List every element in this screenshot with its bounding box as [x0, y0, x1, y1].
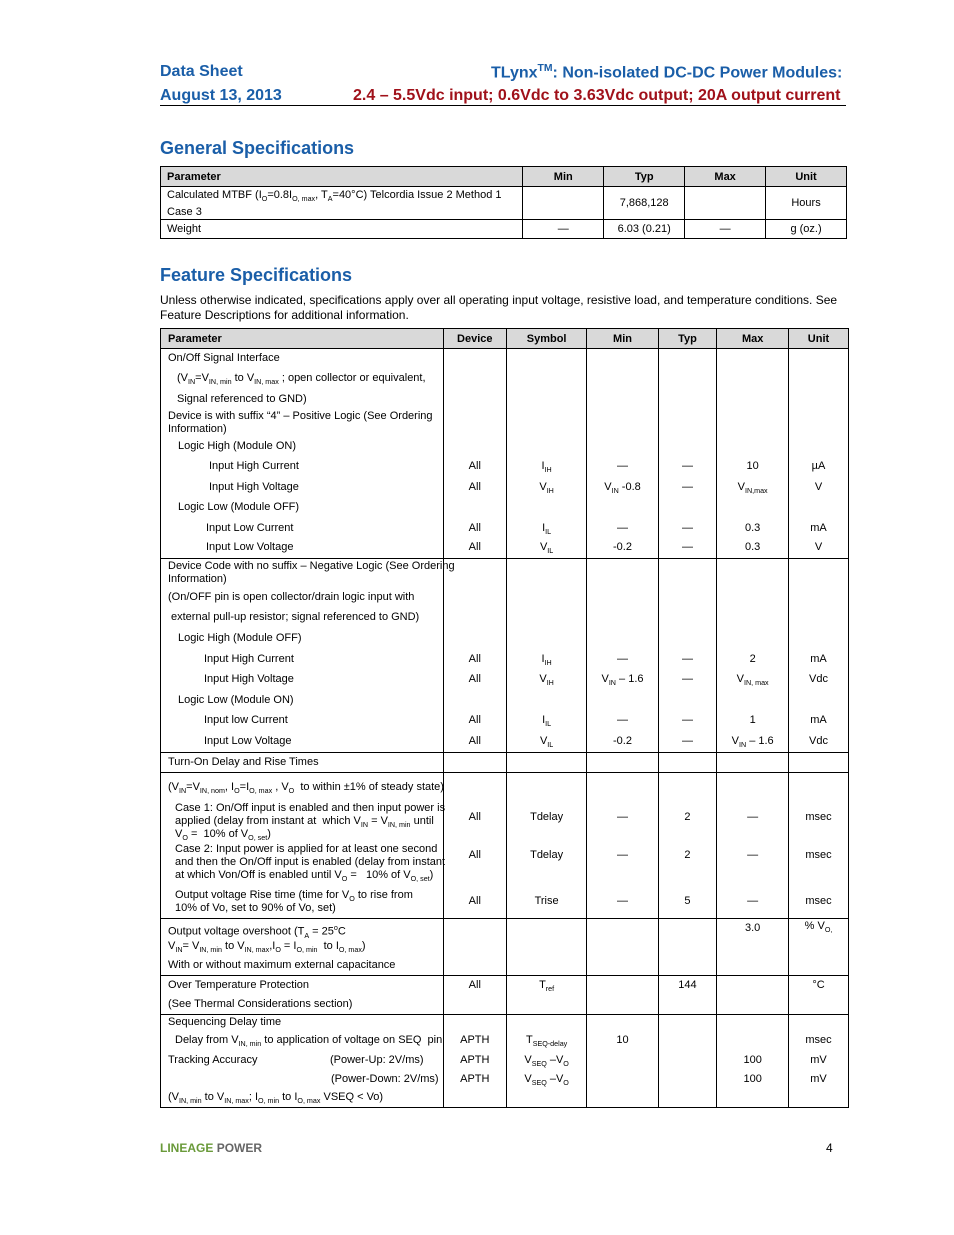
feature-specs-table — [160, 328, 849, 1108]
table-row: Sequencing Delay time Delay from $V_{IN, min}$ to application of voltage on SEQ pin Tracking Accuracy (Power-Up: 2V/ms) (Power-Down: 2V/ms) ($V_{IN, min}$ to $V_{IN, max}$; $I_{O, min}$ to $I_{O, max}$ VSEQ < Vo) APTH APTH APTH $T_{SEQ-delay}$ $V_{SEQ}$ $-V_O$ $V_{SEQ}$ $-V_O$ 10 100 100 msec mV mV — [161, 1015, 849, 1108]
header-rule — [160, 105, 846, 106]
doc-date: August 13, 2013 — [160, 87, 282, 104]
col-max: Max — [685, 167, 766, 187]
table-row: Device Code with no suffix – Negative Logic (See Ordering Information) (On/OFF pin is open collector/drain logic input with external pull-up resistor; signal referenced to GND) Logic High (Module OFF) Input High Current Input High Voltage Logic Low (Module ON) Input low Current Input Low Voltage All All All All $I_{IH}$ $V_{IH}$ $I_{IL}$ $V_{IL}$ — $V_{IN} - 1.6$ — -0.2 — — — — 2 $V_{IN, max}$ 1 $V_{IN} - 1.6$ mA Vdc mA Vdc — [161, 559, 849, 753]
doc-subtitle: 2.4 – 5.5Vdc input; 0.6Vdc to 3.63Vdc output; 20A output current — [353, 87, 841, 104]
col-parameter: Parameter — [161, 167, 523, 187]
weight-label: Weight — [161, 220, 523, 239]
mtbf-typ: 7,868,128 — [604, 187, 685, 220]
doc-title: TLynx™: Non-isolated DC-DC Power Modules: — [491, 63, 843, 82]
table-row — [161, 187, 847, 220]
weight-max: — — [685, 220, 766, 239]
col-parameter: Parameter — [161, 329, 444, 349]
table-row: On/Off Signal Interface ($V_{IN}=V_{IN, min}$ to $V_{IN, max}$ ; open collector or equivalent, Signal referenced to GND) Device is with suffix “4” – Positive Logic (See Ordering Information) Logic High (Module ON) Input High Current Input High Voltage Logic Low (Module OFF) Input Low Current Input Low Voltage All All All All $I_{IH}$ $V_{IH}$ $I_{IL}$ $V_{IL}$ — $V_{IN}$ -0.8 — -0.2 — — — — 10 $V_{IN,max}$ 0.3 0.3 µA V mA V — [161, 349, 849, 559]
mtbf-unit: Hours — [766, 187, 847, 220]
col-max: Max — [717, 329, 789, 349]
page-number: 4 — [826, 1141, 833, 1155]
general-specs-table — [160, 166, 847, 239]
col-typ: Typ — [604, 167, 685, 187]
table-row: Over Temperature Protection (See Thermal Considerations section) All $T_{ref}$ 144 °C — [161, 976, 849, 1015]
mtbf-label: Calculated MTBF ($I_O=0.8I_{O, max}$, $T_A=40^\circ C$) Telcordia Issue 2 Method 1 Case 3 — [161, 187, 523, 220]
general-specs-title: General Specifications — [160, 138, 355, 158]
table-row — [161, 220, 847, 239]
table-row: ($V_{IN}=V_{IN, nom}$, $I_O=I_{O, max}$ , $V_O$ to within ±1% of steady state) Case 1: On/Off input is enabled and then input power is applied (delay from instant at which $V_{IN} = V_{IN, min}$ until $V_O = 10\%$ of $V_{O, set}$) Case 2: Input power is applied for at least one second and then the On/Off input is enabled (delay from instant at which Von/Off is enabled until $V_O = 10\%$ of $V_{O, set}$) Output voltage Rise time (time for $V_O$ to rise from 10% of Vo, set to 90% of Vo, set) All All All Tdelay Tdelay Trise — — — 2 2 5 — — — msec msec msec — [161, 773, 849, 919]
col-min: Min — [587, 329, 658, 349]
col-symbol: Symbol — [506, 329, 587, 349]
doc-type: Data Sheet — [160, 63, 243, 80]
table-row: Turn-On Delay and Rise Times — [161, 753, 849, 773]
col-unit: Unit — [788, 329, 848, 349]
feature-specs-intro: Unless otherwise indicated, specifications apply over all operating input voltage, resistive load, and temperature conditions. See Feature Descriptions for additional information. — [160, 293, 838, 322]
col-device: Device — [443, 329, 506, 349]
table-row: Output voltage overshoot ($T_A = 25^oC$ $V_{IN}= V_{IN, min}$ to $V_{IN, max},I_O = I_{O, min}$ to $I_{O, max}$) With or without maximum external capacitance 3.0 % $V_{O,}$ — [161, 919, 849, 976]
col-typ: Typ — [658, 329, 717, 349]
weight-unit: g (oz.) — [766, 220, 847, 239]
feature-specs-title: Feature Specifications — [160, 265, 353, 285]
weight-typ: 6.03 (0.21) — [604, 220, 685, 239]
weight-min: — — [523, 220, 604, 239]
footer-brand: LINEAGE POWER — [160, 1141, 263, 1155]
col-unit: Unit — [766, 167, 847, 187]
col-min: Min — [523, 167, 604, 187]
